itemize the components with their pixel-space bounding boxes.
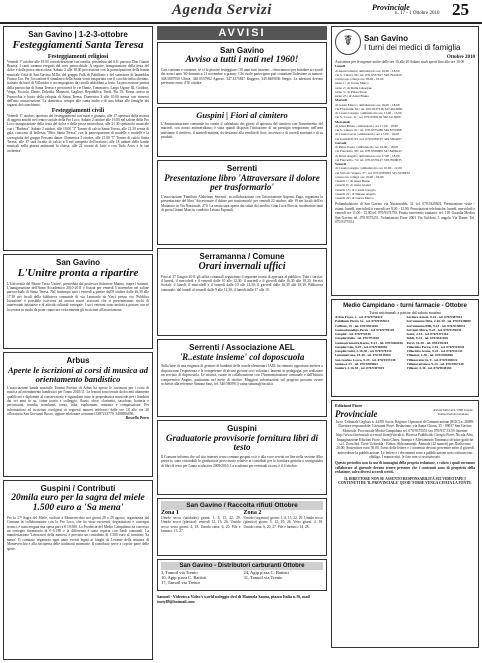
article-body: Venerdì 1° ottobre alle 18.00 concelebrazione con omelia, presieduta dal S.E. parroco Don Gianni Branca. I canti saranno eseguiti dal coro parrocchiale. A seguire, inaugurazione della festa del dolce e della pesca miracolosa. Sabato 2 alle 18.00 processione con la partecipazione della banda musicale Città di San Gavino M.llo, del gruppo Folk di Pabillonis e del suonatore di launeddas Franco Lor. Per l'occasione il simulacro della Santa verrà trasportato con il cocchio infiocchettato, trainato da buoi di Villacidro e accompagnato da cavalli addobbati a festa. La processione partirà dalla parrocchia di Santa Teresa e percorrerà le vie Dante, Tommaseo, Largo Ugone III, Goldoni, Verga, Foscolo, Dante, Deledda, Manzoni, Gagliari, Repubblica, Verdi, Pio IX, Roma, arrivo in Parrocchia e bacio della reliquia di Santa Teresa. Domenica 3 alle 10.00 messa con rinnovo dell'atto consacrazione. La domenica, sempre alle canta anche e di una bibita alle famiglie dei ragazzi del catechismo. — [7, 59, 149, 108]
schedule-line: via Fanciello, 74 | tel. 070.9379147 338.7069035 — [335, 157, 402, 162]
pharmacy-line: Villacidro Scano, 9-23 - tel. 070/931133 — [406, 349, 463, 353]
fuel-line: 10, Agip p.zza C. Battisti — [161, 575, 207, 580]
pharmacy-line: Arbus Frore, 2 - tel. 070/9756510 — [335, 315, 383, 319]
article-body: L'Università del Monte Terza 'Unitre', presieduta dal professor Salvatore Manno, riapre i battenti. L'inaugurazione dell'Anno Accademico 2010-2011 è fissata per venerdì 5 novembre nel salone parrocchiale di Santa Teresa. Nel frattempo tutti i venerdì a partire dall'8 ottobre dalle 16.30 alle 17.30 nei locali della biblioteca comunale di via Leonardo da Vinci presso via 'Pubblica Istruzione' è possibile iscriversi ad ancora nuovi associati che si presenteranno ricchi di interessanti iniziative e di attività culturali variegate. I soci veterani sono invitati a portare con sé la tessera in modo da poter rinnovare velocemente gli iscrizioni all'associazione. — [7, 281, 149, 312]
pharmacy-line: Lunamatrona, 16-30 - tel. 070/9339300 — [335, 353, 391, 358]
fuel-line: 3, Tamoil via Trento — [161, 570, 198, 575]
article-sagra-miele — [3, 480, 153, 660]
section-title: Agenda Servizi — [172, 2, 272, 18]
pharmacy-line: Villasor, 2-30 - tel. 070/9648184 — [406, 366, 452, 370]
publisher-name: Edizioni Fiore — [335, 403, 363, 408]
masthead-logo: Provinciale — [372, 3, 410, 12]
schedule-line: venerdì 15 | dr Cassia Giorgio — [335, 187, 376, 192]
colophon — [331, 400, 479, 648]
schedule-line: venerdì 8 | dr Atzei Gianni — [335, 183, 371, 188]
pharmacy-line: Serrenti Mura, 9-23 - tel. 070/9159034 — [406, 327, 462, 332]
pharmacy-line: Guspini - tel. 070/970146 — [335, 332, 371, 336]
schedule-line: dr Garau Marco | ambulatorio ore 16,00 - 18,00 — [335, 102, 400, 107]
article-body: L'associazione banda musicale Tommi Porrino di Arbus ha aperto le iscrizioni per i corsi di musica ad orientamento bandistico per l'anno 2010/11. Le lezioni sono tenute da docenti altamente qualificati e diplomati al conservatorio e riguardano tutte le propedeutica musicale per i bambini dai sei anni in su, come teoria e solfeggio, flauto, oboe, clarinetto, saxofono, batteria e percussioni, tromba, trombone, corno, tuba, euphonium, armonia e composizione. Per informazioni ed iscrizioni rivolgersi ai seguenti numeri telefonici dalle ore 18 alle ore 20 all'oratorio San Giovanni Bosco, oppure telefonare ai numeri 3387213779, 3406906856. — [7, 385, 149, 417]
article-headline: Guspini | Fiori al cimitero — [196, 110, 288, 120]
pharmacy-line: Guspini Lim, 9-23 - tel. 070/9365082 — [335, 344, 388, 349]
article-headline: Orari invernali uffici — [198, 261, 286, 272]
schedule-line: via S. Croce, 31 | tel. 070.9338136 340.5115006 — [335, 115, 401, 120]
article-doposcuola — [157, 339, 327, 417]
day-label: Giovedì — [335, 140, 347, 145]
article-graduatorie — [157, 420, 327, 495]
article-headline: I turni dei medici di famiglia — [364, 42, 461, 52]
fuel-line: 24, Agip p.zza C. Battisti — [243, 570, 289, 575]
article-arbus — [3, 352, 153, 477]
day-label: Martedì — [335, 98, 347, 103]
schedule-line: via Garibaldi, 93 | tel. 070.9339197 349.5364457 — [335, 136, 402, 141]
article-headline: Aperte le iscrizioni ai corsi di musica ad orientamento bandistico — [7, 365, 149, 384]
article-headline: Graduatorie provvisorie fornitura libri di testo — [165, 433, 318, 453]
intro: Assistenza per le urgenze anche dalle ore 10 alle 20 Sabato studi aperti fino alle ore 10.00 — [335, 60, 465, 64]
pharmacy-line: Guspini Gelsi, 2-16-30 - tel. 070/970334 — [335, 349, 392, 353]
pharmacy-line: Villacidro Porru, 2-16 - tel. 070/9315044 — [406, 344, 465, 349]
pharmacy-line: Villanovaforru, 9 - tel. 070/9300022 — [406, 357, 458, 362]
month-label: Ottobre 2010 — [446, 55, 475, 60]
ad-videoteca: Samuel - Videoteca Video's world noleggio dvd di Manuela Sanna, piazza Italia n.16, mail turty89@hotmail.com — [157, 594, 310, 604]
box-title: Medio Campidano - turni farmacie - Ottobre — [343, 303, 467, 309]
pharmacy-line: Sanluri, 2-16-30 - tel. 070/9307019 — [335, 366, 385, 370]
fuel-line: 17, Tamoil via Trento — [161, 580, 200, 585]
article-headline: Avviso a tutti i nati nel 1960! — [185, 55, 299, 65]
schedule-line: turno 2 | dr Dolla Giuseppe — [335, 85, 372, 90]
pharmacy-line: Gonnostramatza Razzo, 9-23 - tel. 070/9368106 — [335, 340, 403, 345]
article-kicker: Serramanna / Comune — [199, 252, 285, 261]
article-headline: Festeggiamenti Santa Teresa — [12, 39, 144, 51]
article-kicker: Arbus — [66, 356, 90, 365]
schedule-line: via S. Chiara, 61 | tel. 070.9375286 340.8751988 — [335, 128, 402, 133]
schedule-line: via S. Chiara, 96 | tel. 070.9337027 349.7944320 — [335, 72, 402, 77]
colophon-notice: Questo periodico non fa uso di immagini della propria redazione, e coloro i quali vorranno collaborare al giornale devono tenere presente che i contenuti sono di proprietà della redazione, salvo diversi accordi scritti. — [335, 461, 475, 475]
pharmacy-line: San Gavino Cocco, 9-23 - tel. 070/9337238 — [335, 357, 396, 362]
article-headline: 20mila euro per la sagra del miele 1.500 euro a 'Sa mena' — [11, 493, 145, 513]
article-body: Per la 17ª Sagra del Miele, svoltasi a Montevecchio nei giorni 28 e 29 agosto, organizzata dal Comune in collaborazione con la Pro Loco, che ha visto esercenti, degustazioni e convegni tecnici, è stata erogata una spesa pari a € 19.500. La Provincia del Medio Campidano ha concesso un sostegno finanziario di € 6.180 e la differenza è stata coperta con fondi comunali. La manifestazione 'Lavoratori della miniera' è previsto un contributo di 1.500 euro al comitato 'Sa mena'. Il comitato organizza ogni anno eventi legati ai luoghi di Levante della miniera di Montevecchio e alla riscoperta delle tradizioni minerarie. Il contributo serve a coprire parte delle spese. — [7, 515, 149, 551]
schedule-line: venerdì 22 | dr Deiana Angela — [335, 191, 376, 196]
pharmacy-line: Serramanna Ibba, 2-16-30 - tel. 070/9138080 — [406, 319, 471, 324]
schedule-line: dr Atzei Bruno | ambulatorio ore 17,00 - 18,00 — [335, 123, 399, 128]
article-body: Fino al 17 Giugno 2011 gli uffici comunali seguiranno il seguente orario di apertura al pubblico: Tutti i servizi: il lunedì, il mercoledì e il venerdì dalle 10 alle 12,30; il martedì e il giovedì dalle 16,30 alle 18,30. Servizi Sociali: il lunedì, il mercoledì e il venerdì dalle 10 alle 12,30; il giovedì dalle 16,30 alle 18,30. Biblioteca comunale: dal lunedì al venerdì dalle 9 alle 12,30; il lunedì dalle 17 alle 19. — [161, 274, 323, 292]
schedule-line: via Vittorio Veneto, 27 | tel. 070.9339993 345.3238434 — [335, 170, 410, 175]
article-kicker: Guspini — [227, 424, 257, 433]
poliambulatorio-info: Poliambulatorio di San Gavino via Nurazzeddu, 31: tel. 070.9320601. Prenotazione visite - esami: lunedì, mercoledì e venerdì ore 9,00 - 12,00. Prenotazioni telefoniche: lunedì, mercoledì e venerdì ore 11,00 - 13,00 tel. 070/9374750. Pronto intervento sanitario: tel. 118. Guardia Medica San Gavino tel. 070.9375251. Volontariato Fiore 2001 Via Goldoni, 1 angolo Via Dante: Tel. 070.9375554 — [335, 202, 475, 224]
schedule-line: dr Cassia Giorgio | ambulatorio ore 10,00 - 12,00 — [335, 166, 402, 171]
schedule-line: via Fanciello, 96 | tel. 070.9339009 347.8406243 — [335, 149, 402, 154]
pharmacy-line: Sardara Atzori, 9-23 - tel. 070/9387012 — [406, 315, 463, 319]
pharmacy-line: Samassi, 23 - tel. 070/9389063 — [335, 361, 378, 366]
article-body: Cari coetanei e coetanee, se vi fa piacere festeggiare i 50 anni tutti insieme... ritroviamoci per brindare ai ricordi dei nostri anni '60 domenica 21 novembre a pranzo. Chi vuole partecipare può contattare l'adesione ai numeri: 348.5807950 Ulisse, 340.0537982 Agnese, 347.1275847 Ruggero, 349.8409036 Sergio. Le adesioni devono pervenire entro il 30 ottobre — [161, 67, 323, 86]
schedule-line: venerdì 1 | dr Atzei Bruno — [335, 179, 371, 184]
zone-label: Zona 1 — [161, 510, 179, 516]
article-unitre — [3, 254, 153, 349]
article-orari-uffici — [157, 248, 327, 336]
article-subhead: Festeggiamenti civili — [51, 107, 105, 114]
zone-label: Zona 2 — [243, 510, 262, 516]
pharmacy-line: Villanovafranca, 9-23 - tel. 070/9367140 — [406, 361, 464, 366]
colophon-footer: IL DIRETTORE NON SE ASSUNTO RESPONSABILITÀ SUI VIDEOTAPE I CONTENUTI DE 'IL PROVINCIALE' QUOD 'FORSE VENGA CITATA LA FONTE. — [338, 476, 472, 485]
box-title: San Gavino / Raccolta rifiuti Ottobre — [161, 501, 323, 510]
column-left — [3, 26, 153, 663]
article-kicker: Serrenti / Associazione AEL — [189, 343, 295, 352]
article-presentazione-libro — [157, 160, 327, 245]
article-body: Il Comune informa che sul sito internet www.comune.guspini.vs.it e alla voce servizi on line nella sezione Albo pretorio, sono visionabili le graduatorie provvisorie relative ai contributi per la fornitura gratuita o semigratuita di libri di testo per l'anno scolastico 2009/2010. La scadenza per eventuali ricorsi è il 4 ottobre. — [161, 454, 323, 468]
article-kicker: San Gavino — [364, 33, 409, 43]
schedule-line: turno 3 | dr Pittau Paolo — [335, 89, 368, 94]
schedule-line: turno 25 | dr Atzei Bruno — [335, 94, 369, 99]
pharmacy-line: Collinas, 25 - tel. 070/9304106 — [335, 323, 378, 328]
day-label: Venerdì — [335, 162, 347, 167]
avvisi-banner: AVVISI — [157, 26, 327, 40]
article-body: Venerdì 1° ottobre, apertura dei festeggiamenti con ruzzi e granaio; alle 17 apertura della mostra di oggetti antichi nel centro sociale della Pro Loco. Sabato 2 ottobre alle 16.00 nel salone della Pro Loco inaugurazione della festa del dolce e della pesca miracolosa, alle 21.30 spettacolo musicale con i "Barbera". Sabato 2 ottobre, alle 18.00 "I" Torneo di calcio Santa Teresa, alle 21.30 serata di gala, concorso di bellezza "Miss Santa Teresa" con la partecipazione di modelle e modelli e la coreografia del gruppo Pessona danze. Domenica 3 ottobre, alle 15.00 "I" Torneo di calcio Santa Teresa; alle 17 sarà fornito di calcio a 5 nel campetto dell'oratorio; alle 18 radune delle bande musicali nella piazza antistante la chiesa; alle 22 sconto di lotto e con 'Italo Arcis e la sua orchestra'. — [7, 113, 150, 153]
day-label: Lunedi — [335, 64, 346, 69]
box-subtitle: Turni settimanali a partire dal sabato mattina — [369, 310, 441, 315]
page-number: 25 — [452, 0, 469, 19]
article-kicker: San Gavino — [219, 46, 264, 55]
colophon-body: Iscrz. Tribunale Cagliari n. 44/89. Iscriz. Registro Operatori di Comunicazione (ROC) n. 20089. Direttore responsabile: Giovanni Fiore. Redazione: via Santa Chiara, 35 - 09037 San Gavino Monreale. Provinciale Medio Campidano tel. 070/9375051 fax 070/937.53.59. Internet http://www.fiorenstudi.it e-mail fiore@tiscali.it. Ricerca Pubblicità: Giorgio Fiore, Nicola Abis. Impaginazione Edizioni Fiore, Vania Cheru. Stampa e Allestimento Tommaso officine grafiche s.r.l. Zona Ind. Torre Uchiedda - Elmas. Abbonamenti: Annuale (22 numeri) per l'Italia euro 20,00; Sostenitore euro 50,00. I testi delle lettere e i contenuti devono pervenire entro il giovedì antecedente la pubblicazione. Le lettere e i documenti sono a pubblicazione non costituiscono obbligo. I manoscritti, le foto non si restituiscono. — [335, 420, 475, 459]
box-raccolta-rifiuti — [157, 498, 327, 556]
column-middle — [157, 26, 327, 604]
article-body: L'Amministrazione comunale ha varato il calendario dei giorni di apertura del cimitero con l'inserimento del martedì, con orario antimeridiano; è stata quindi disposta l'istituzione di un prestigio temporaneo nell'area antistante il cimitero, il martedì mattina, da destinare alla vendita di fiori, accessori e di corredi mortuari e di su prodotti. — [161, 121, 323, 140]
article-santa-teresa — [3, 26, 153, 251]
schedule-line: dr Cassia Lucia | ambulatorio ore 17,00 - 19,00 — [335, 132, 399, 137]
schedule-line: via Fiorentini, 64 | tel. 070.9337236 347.4616085 — [335, 106, 403, 111]
day-label: Mercoledì — [335, 119, 350, 124]
pharmacy-line: Villamar, 2-30 - tel. 070/9306006 — [406, 353, 453, 358]
provinciale-logo: Provinciale — [335, 409, 378, 419]
pharmacy-line: Gonnosfanadiga Porru - tel. 070/9799103 — [335, 327, 395, 332]
article-nati-1960 — [157, 42, 327, 104]
schedule-line: dr Azeni Gianni | ambulatorio ore 16,00 - 18,00 — [335, 68, 400, 73]
zone-schedule: Umido secco (unidades) giorni: 1, 8, 15, 22, 29. Umido secco (plastica): venerdì 12, 19, 26. Umido secco vetro giorni: 4, 18. Umido carta: 6, 20. Pile e farmaci: 13, 27. — [161, 516, 241, 534]
schedule-line: a turno un collega ore 16,00 - 19,00 — [335, 174, 384, 179]
article-headline: L'Unitre pronta a ripartire — [17, 267, 139, 279]
pharmacy-line: Turri, 16-30 - tel. 0783/95204 — [406, 340, 449, 345]
schedule-line: venerdì 29 | dr Garau Marco — [335, 196, 374, 201]
doctor-schedule — [335, 64, 475, 200]
pharmacy-line: Siddi, 9-23 - tel. 070/9341026 — [406, 336, 448, 341]
doctor-icon: ☤ — [335, 29, 361, 55]
article-subhead: Festeggiamenti religiosi — [47, 53, 109, 60]
page-header — [0, 0, 482, 24]
article-fiori-cimitero — [157, 107, 327, 157]
zone-schedule: Umido (organico) giorni: 1, 8, 15, 22, 29. Umido secco (plastica) giorni: 5, 12, 19, 26. Vetro giorni: 4, 18. Umido carta: 6, 20, 27. Pile e farmaci: 14, 28. — [243, 516, 323, 529]
schedule-line: dr Pinna Paolo | ambulatorio ore 16,00 - 18,00 — [335, 145, 398, 150]
article-kicker: San Gavino | 1-2-3-ottobre — [28, 30, 128, 39]
issue-info: n. 17 - 1 Ottobre 2010 — [395, 11, 440, 16]
article-body: Stilla base di una esigenza di genitori di bambini delle scuole elementari l'AEL ha ritenuto opportuno mettere a disposizione l'esperienza e le competenze di alcuni giovani soci volontari, laureati in pedagogia, per realizzare un servizio di doposcuola. Le attività, curate in collaborazione con l'Amministrazione comunale e dall'Istituto comprensivo Angius, partiranno nel mese di ottobre. Maggiori informazioni sul progetto possono essere richieste alla referente Simona Saus, tel. 340/5805913 vaina simona@tiscali.it — [161, 364, 323, 386]
schedule-line: turno 1 | dr Garau Marco — [335, 81, 369, 86]
fuel-line: 31, Tamoil via Trento — [243, 575, 283, 580]
pharmacy-line: Setzu, 2-16 - tel. 070/9372161 — [406, 332, 449, 336]
box-turni-farmacie — [331, 299, 479, 397]
pharmacy-line: Serramanna Pilli, 9-23 - tel. 070/9138031 — [406, 323, 466, 328]
box-carburanti — [157, 559, 327, 591]
schedule-line: dr Cassia Giorgio | ambulatorio ore 11,00 - 13,00 — [335, 111, 402, 116]
uspi-badge: ASSOCIATO ALL'USPI Unione Stampa Periodica Italiana — [433, 407, 473, 416]
column-right — [331, 26, 479, 651]
article-kicker: San Gavino — [55, 258, 100, 267]
pharmacy-line: Pabillonis Pietro Sa - tel. 070/9353013 — [335, 319, 390, 324]
article-body: L'associazione 'Familiari Alzheimer Serrenti', in collaborazione con l'associazione Argento Zago, organizza la presentazione del libro 'Attraversare il dolore per trasformarlo' per venerdì 22 ottobre, alle 19 nei locali dell'ex Mattatoio in Via Nazionale, 270. La serata sarà aperta dai saluti del medico Gian Luca Boccia, moderatore tanti di poeta Gianni Mascia, condotto Letizia Espanoli. — [161, 194, 323, 212]
article-kicker: Serrenti — [226, 164, 258, 173]
schedule-line: a turno un collega ore 18,00 - 19,00 — [335, 77, 384, 82]
article-headline: 'R..estate insieme' col doposcuola — [179, 352, 305, 362]
pharmacy-line: Guspini Palla - tel. 070/972010 — [335, 336, 379, 341]
article-headline: Presentazione libro 'Attraversare il dolore per trasformarlo' — [164, 173, 320, 193]
box-turni-medici — [331, 26, 479, 296]
article-signature: Rossella Porru — [125, 416, 149, 421]
box-title: San Gavino - Distributori carburanti Ottobre — [161, 562, 323, 570]
article-kicker: Guspini / Contributi — [40, 484, 116, 493]
schedule-line: dr Dessì Angela | ambulatorio ore 17,00 - 18,00 — [335, 153, 400, 158]
